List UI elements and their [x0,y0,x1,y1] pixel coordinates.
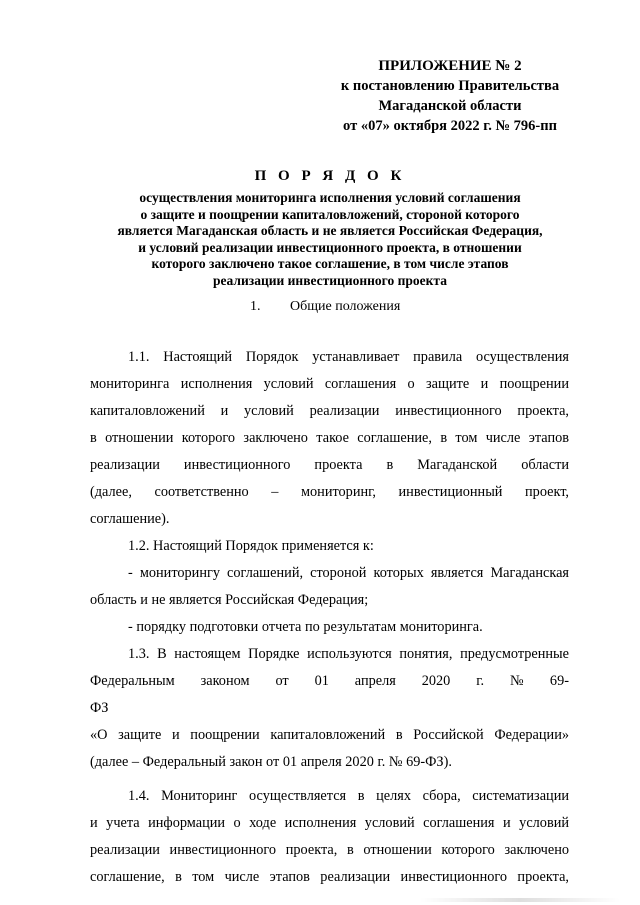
text-line: мониторинга исполнения условий соглашения о защите и поощрении [90,376,569,392]
text-line: и учета информации о ходе исполнения условий соглашения и условий [90,815,569,831]
paragraph-dash-1 [90,560,569,614]
subtitle-line: о защите и поощрении капиталовложений, стороной которого [140,206,520,222]
paragraph-1-3 [90,641,569,776]
text-line: область и не является Российская Федерация; [90,592,369,608]
text-line: (далее, соответственно – мониторинг, инвестиционный проект, [90,484,569,500]
scan-artifact [420,898,620,902]
document-title: П О Р Я Д О К [254,168,406,184]
text-line: соглашение, в том числе этапов реализации инвестиционного проекта, [90,869,569,885]
text-line: 1.1. Настоящий Порядок устанавливает правила осуществления [128,349,569,365]
text-line: 1.3. В настоящем Порядке используются понятия, предусмотренные [128,646,569,662]
paragraph-dash-2 [90,614,569,641]
appendix-block [330,56,570,136]
text-line: соглашение). [90,511,170,527]
appendix-line-2: Магаданской области [378,98,522,114]
text-line: в отношении которого заключено такое соглашение, в том числе этапов [90,430,569,446]
text-line: - порядку подготовки отчета по результатам мониторинга. [128,619,483,635]
text-line: - мониторингу соглашений, стороной которых является Магаданская [128,565,569,581]
subtitle-line: и условий реализации инвестиционного проекта, в отношении [138,239,522,255]
text-line: капиталовложений и условий реализации инвестиционного проекта, [90,403,569,419]
section-number: 1. [250,299,261,314]
subtitle-line: является Магаданская область и не является Российская Федерация, [117,223,543,238]
subtitle-line: осуществления мониторинга исполнения условий соглашения [139,190,521,205]
text-line: реализации инвестиционного проекта в Магаданской области [90,457,569,473]
subtitle-line: которого заключено такое соглашение, в том числе этапов [151,256,509,271]
text-line: 1.2. Настоящий Порядок применяется к: [128,538,374,554]
appendix-title: ПРИЛОЖЕНИЕ № 2 [378,58,522,74]
subtitle-line: реализации инвестиционного проекта [213,272,447,288]
text-line: (далее – Федеральный закон от 01 апреля 2020 г. № 69-ФЗ). [90,754,452,770]
paragraph-1-4 [90,783,569,891]
section-name: Общие положения [290,299,401,314]
appendix-line-1: к постановлению Правительства [340,78,560,94]
appendix-line-3: от «07» октября 2022 г. № 796-пп [343,118,557,134]
paragraph-1-2 [90,533,569,560]
paragraph-1-1 [90,344,569,533]
text-line: «О защите и поощрении капиталовложений в Российской Федерации» [90,727,569,743]
document-subtitle [90,190,570,289]
document-body [90,344,569,891]
text-line: реализации инвестиционного проекта, в отношении которого заключено [90,842,569,858]
text-line: 1.4. Мониторинг осуществляется в целях сбора, систематизации [128,788,569,804]
text-line: Федеральным законом от 01 апреля 2020 г. № 69-ФЗ [90,673,569,716]
